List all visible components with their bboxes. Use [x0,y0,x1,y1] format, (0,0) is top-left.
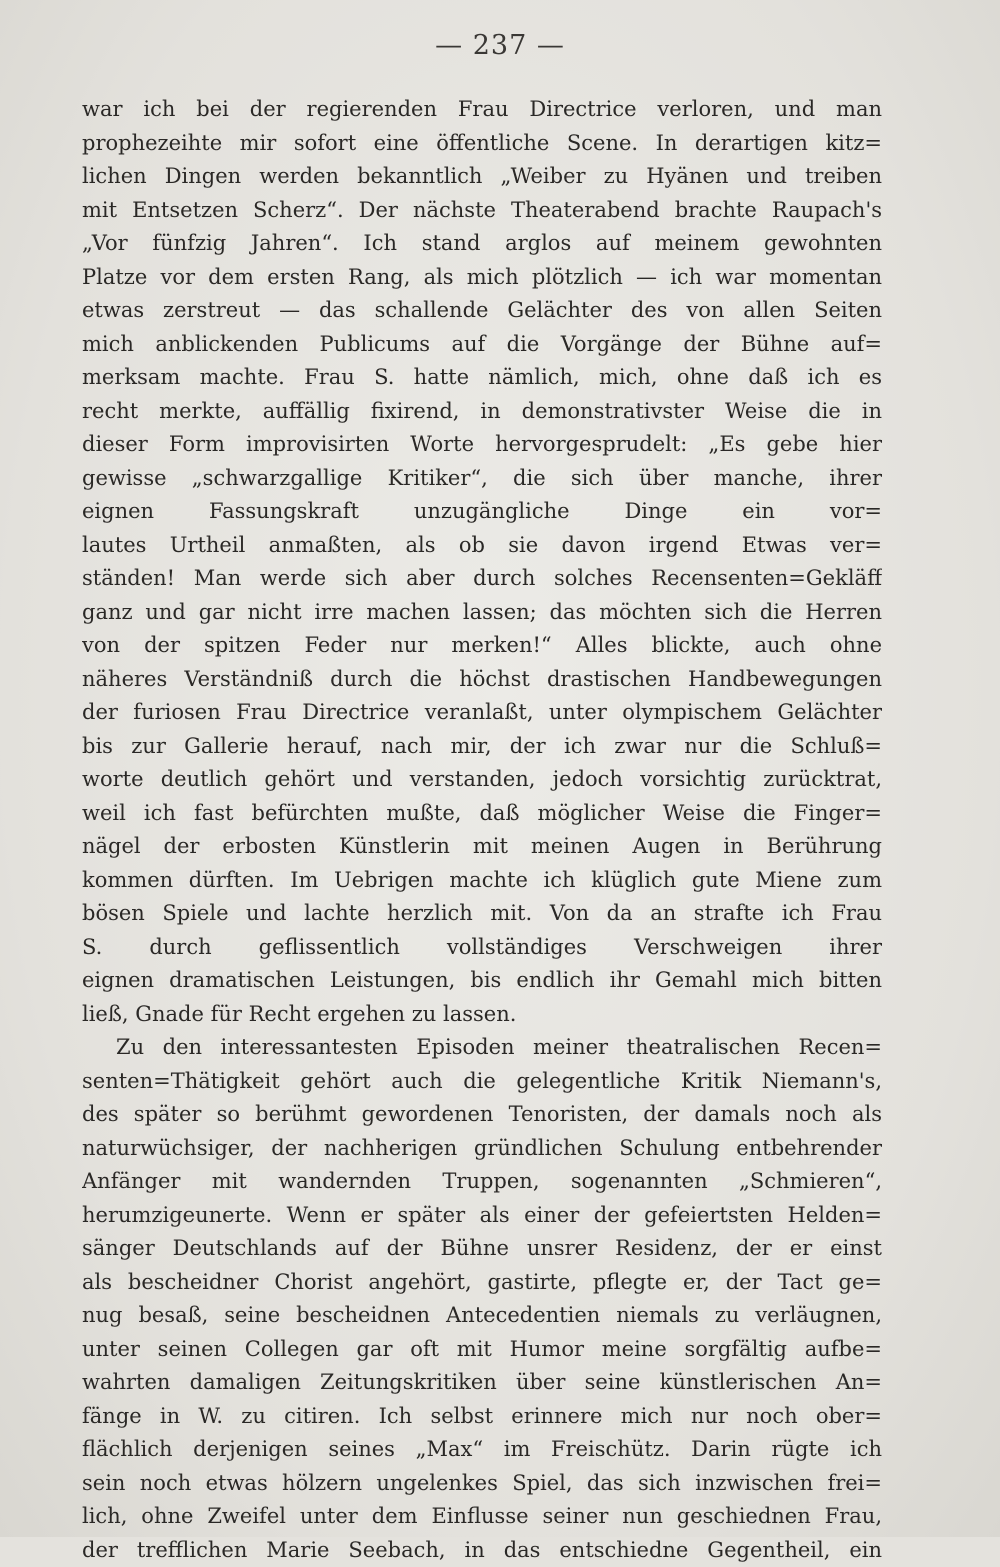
text-line: von der spitzen Feder nur merken!“ Alles blickte, auch ohne [82,629,882,663]
text-line: näheres Verständniß durch die höchst drastischen Handbewegungen [82,663,882,697]
paragraph [82,93,882,1031]
text-line: recht merkte, auffällig fixirend, in demonstrativster Weise die in [82,395,882,429]
text-line: senten=Thätigkeit gehört auch die gelegentliche Kritik Niemann's, [82,1065,882,1099]
text-line: nug besaß, seine bescheidnen Antecedentien niemals zu verläugnen, [82,1299,882,1333]
text-line: lichen Dingen werden bekanntlich „Weiber zu Hyänen und treiben [82,160,882,194]
text-line: Zu den interessantesten Episoden meiner theatralischen Recen= [82,1031,882,1065]
text-line: weil ich fast befürchten mußte, daß möglicher Weise die Finger= [82,797,882,831]
text-line: ganz und gar nicht irre machen lassen; das möchten sich die Herren [82,596,882,630]
page-number: — 237 — [0,30,1000,61]
text-line: mich anblickenden Publicums auf die Vorgänge der Bühne auf= [82,328,882,362]
text-line: war ich bei der regierenden Frau Directrice verloren, und man [82,93,882,127]
text-line: der furiosen Frau Directrice veranlaßt, unter olympischem Gelächter [82,696,882,730]
text-line: S. durch geflissentlich vollständiges Verschweigen ihrer [82,931,882,965]
text-line: des später so berühmt gewordenen Tenoristen, der damals noch als [82,1098,882,1132]
text-line: naturwüchsiger, der nachherigen gründlichen Schulung entbehrender [82,1132,882,1166]
text-line: ließ, Gnade für Recht ergehen zu lassen. [82,998,882,1032]
text-line: ständen! Man werde sich aber durch solches Recensenten=Gekläff [82,562,882,596]
text-line: sänger Deutschlands auf der Bühne unsrer Residenz, der er einst [82,1232,882,1266]
text-line: etwas zerstreut — das schallende Gelächter des von allen Seiten [82,294,882,328]
text-line: wahrten damaligen Zeitungskritiken über seine künstlerischen An= [82,1366,882,1400]
text-line: fänge in W. zu citiren. Ich selbst erinnere mich nur noch ober= [82,1400,882,1434]
text-line: sein noch etwas hölzern ungelenkes Spiel, das sich inzwischen frei= [82,1467,882,1501]
paragraph [82,1031,882,1567]
text-line: nägel der erbosten Künstlerin mit meinen Augen in Berührung [82,830,882,864]
text-line: prophezeihte mir sofort eine öffentliche Scene. In derartigen kitz= [82,127,882,161]
text-line: dieser Form improvisirten Worte hervorgesprudelt: „Es gebe hier [82,428,882,462]
text-line: eignen dramatischen Leistungen, bis endlich ihr Gemahl mich bitten [82,964,882,998]
text-line: bösen Spiele und lachte herzlich mit. Von da an strafte ich Frau [82,897,882,931]
text-line: als bescheidner Chorist angehört, gastirte, pflegte er, der Tact ge= [82,1266,882,1300]
text-line: merksam machte. Frau S. hatte nämlich, mich, ohne daß ich es [82,361,882,395]
text-line: herumzigeunerte. Wenn er später als einer der gefeiertsten Helden= [82,1199,882,1233]
text-line: „Vor fünfzig Jahren“. Ich stand arglos auf meinem gewohnten [82,227,882,261]
text-line: unter seinen Collegen gar oft mit Humor meine sorgfältig aufbe= [82,1333,882,1367]
text-line: gewisse „schwarzgallige Kritiker“, die sich über manche, ihrer [82,462,882,496]
text-line: kommen dürften. Im Uebrigen machte ich klüglich gute Miene zum [82,864,882,898]
text-line: eignen Fassungskraft unzugängliche Dinge ein vor= [82,495,882,529]
text-line: bis zur Gallerie herauf, nach mir, der ich zwar nur die Schluß= [82,730,882,764]
text-line: der trefflichen Marie Seebach, in das entschiedne Gegentheil, ein [82,1534,882,1567]
text-line: worte deutlich gehört und verstanden, jedoch vorsichtig zurücktrat, [82,763,882,797]
text-line: mit Entsetzen Scherz“. Der nächste Theaterabend brachte Raupach's [82,194,882,228]
text-line: flächlich derjenigen seines „Max“ im Freischütz. Darin rügte ich [82,1433,882,1467]
text-line: lich, ohne Zweifel unter dem Einflusse seiner nun geschiednen Frau, [82,1500,882,1534]
text-line: Platze vor dem ersten Rang, als mich plötzlich — ich war momentan [82,261,882,295]
body-text [82,93,882,1567]
text-line: Anfänger mit wandernden Truppen, sogenannten „Schmieren“, [82,1165,882,1199]
text-line: lautes Urtheil anmaßten, als ob sie davon irgend Etwas ver= [82,529,882,563]
